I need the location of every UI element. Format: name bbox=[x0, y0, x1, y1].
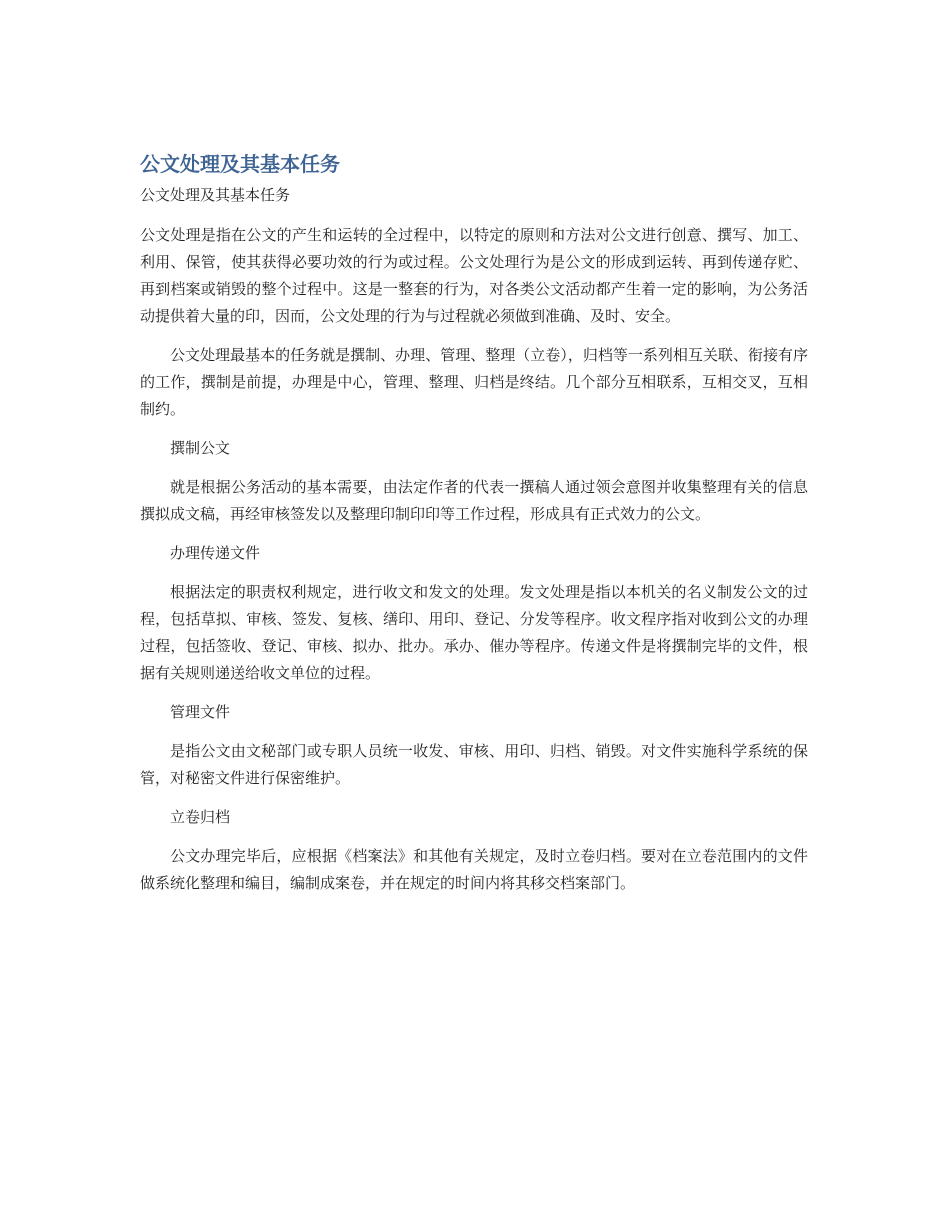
section-body-archiving: 公文办理完毕后，应根据《档案法》和其他有关规定，及时立卷归档。要对在立卷范围内的文件做系统化整理和编目，编制成案卷，并在规定的时间内将其移交档案部门。 bbox=[140, 847, 808, 892]
document-title: 公文处理及其基本任务 bbox=[140, 152, 340, 176]
section-heading-managing: 管理文件 bbox=[170, 703, 231, 721]
section-heading-archiving: 立卷归档 bbox=[170, 808, 231, 826]
section-heading-drafting: 撰制公文 bbox=[170, 439, 231, 457]
section-heading-handling: 办理传递文件 bbox=[170, 544, 261, 562]
intro-paragraph: 公文处理是指在公文的产生和运转的全过程中，以特定的原则和方法对公文进行创意、撰写、加工、利用、保管，使其获得必要功效的行为或过程。公文处理行为是公文的形成到运转、再到传递存贮、再到档案或销毁的整个过程中。这是一整套的行为，对各类公文活动都产生着一定的影响，为公务活动提供着大量的印，因而，公文处理的行为与过程就必须做到准确、及时、安全。 bbox=[140, 226, 808, 325]
section-body-handling: 根据法定的职责权利规定，进行收文和发文的处理。发文处理是指以本机关的名义制发公文的过程，包括草拟、审核、签发、复核、缮印、用印、登记、分发等程序。收文程序指对收到公文的办理过程，包括签收、登记、审核、拟办、批办。承办、催办等程序。传递文件是将撰制完毕的文件，根据有关规则递送给收文单位的过程。 bbox=[140, 583, 808, 682]
section-body-drafting: 就是根据公务活动的基本需要，由法定作者的代表一撰稿人通过领会意图并收集整理有关的信息撰拟成文稿，再经审核签发以及整理印制印印等工作过程，形成具有正式效力的公文。 bbox=[140, 478, 808, 523]
section-body-managing: 是指公文由文秘部门或专职人员统一收发、审核、用印、归档、销毁。对文件实施科学系统的保管，对秘密文件进行保密维护。 bbox=[140, 742, 808, 787]
document-subtitle: 公文处理及其基本任务 bbox=[140, 186, 291, 204]
tasks-paragraph: 公文处理最基本的任务就是撰制、办理、管理、整理（立卷），归档等一系列相互关联、衔接有序的工作，撰制是前提，办理是中心，管理、整理、归档是终结。几个部分互相联系，互相交叉，互相制约。 bbox=[140, 346, 808, 418]
document-page bbox=[140, 148, 808, 909]
